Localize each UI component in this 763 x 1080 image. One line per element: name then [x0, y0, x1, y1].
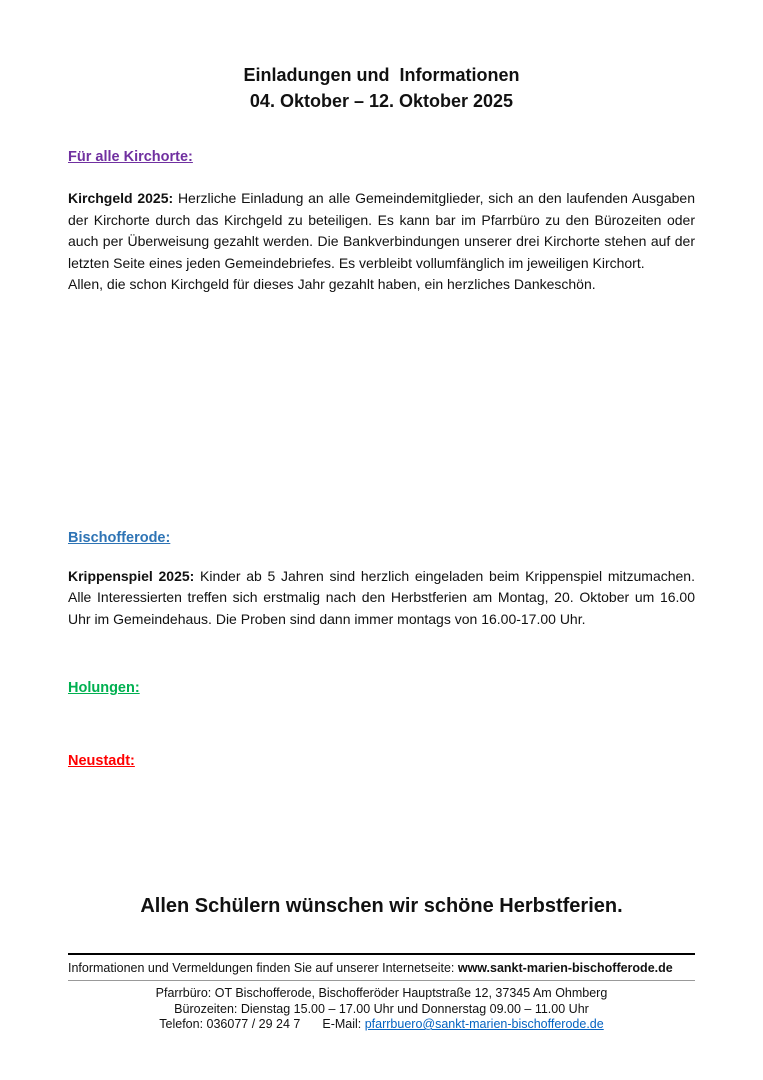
- footer-contact-block: [68, 981, 695, 1033]
- krippenspiel-body: Kinder ab 5 Jahren sind herzlich eingeladen beim Krippenspiel mitzumachen. Alle Interessierten treffen sich erstmalig nach den Herbstferien am Montag, 20. Oktober um 16.00 Uhr im Gemeindehaus. Die Proben sind dann immer montags von 16.00-17.00 Uhr.: [68, 567, 695, 627]
- title-line-1: Einladungen und Informationen: [243, 65, 520, 85]
- page-title: [68, 62, 695, 114]
- closing-message: Allen Schülern wünschen wir schöne Herbstferien.: [140, 895, 623, 917]
- footer-website: www.sankt-marien-bischofferode.de: [457, 961, 673, 975]
- section-heading-holungen: Holungen:: [68, 680, 140, 696]
- title-line-2: 04. Oktober – 12. Oktober 2025: [249, 91, 514, 111]
- kirchgeld-body: Herzliche Einladung an alle Gemeindemitglieder, sich an den laufenden Ausgaben der Kirchorte durch das Kirchgeld zu beteiligen. Es kann bar im Pfarrbüro zu den Bürozeiten oder auch per Überweisung gezahlt werden. Die Bankverbindungen unserer drei Kirchorte stehen auf der letzten Seite eines jeden Gemeindebriefes. Es verbleibt vollumfänglich im jeweiligen Kirchort.: [68, 190, 695, 271]
- footer-info-text: Informationen und Vermeldungen finden Sie auf unserer Internetseite:: [68, 961, 458, 975]
- section-heading-bischofferode: Bischofferode:: [68, 529, 171, 546]
- section-heading-alle-kirchorte: Für alle Kirchorte:: [68, 149, 193, 165]
- paragraph-krippenspiel: [68, 566, 695, 631]
- footer-phone: Telefon: 036077 / 29 24 7: [159, 1017, 301, 1031]
- krippenspiel-lead: Krippenspiel 2025:: [68, 567, 195, 584]
- footer-email-link[interactable]: pfarrbuero@sankt-marien-bischofferode.de: [364, 1017, 604, 1031]
- kirchgeld-lead: Kirchgeld 2025:: [68, 190, 174, 206]
- footer-phone-email-row: [68, 1017, 695, 1033]
- paragraph-kirchgeld: [68, 188, 695, 296]
- section-heading-neustadt: Neustadt:: [68, 753, 135, 769]
- footer-email-label: E-Mail:: [322, 1017, 365, 1031]
- footer-address: Pfarrbüro: OT Bischofferode, Bischofferöder Hauptstraße 12, 37345 Am Ohmberg: [155, 986, 608, 1000]
- kirchgeld-thanks-line: Allen, die schon Kirchgeld für dieses Jahr gezahlt haben, ein herzliches Dankeschön.: [68, 276, 596, 292]
- footer-office-hours: Bürozeiten: Dienstag 15.00 – 17.00 Uhr und Donnerstag 09.00 – 11.00 Uhr: [174, 1001, 589, 1016]
- footer-info-row: [68, 955, 695, 976]
